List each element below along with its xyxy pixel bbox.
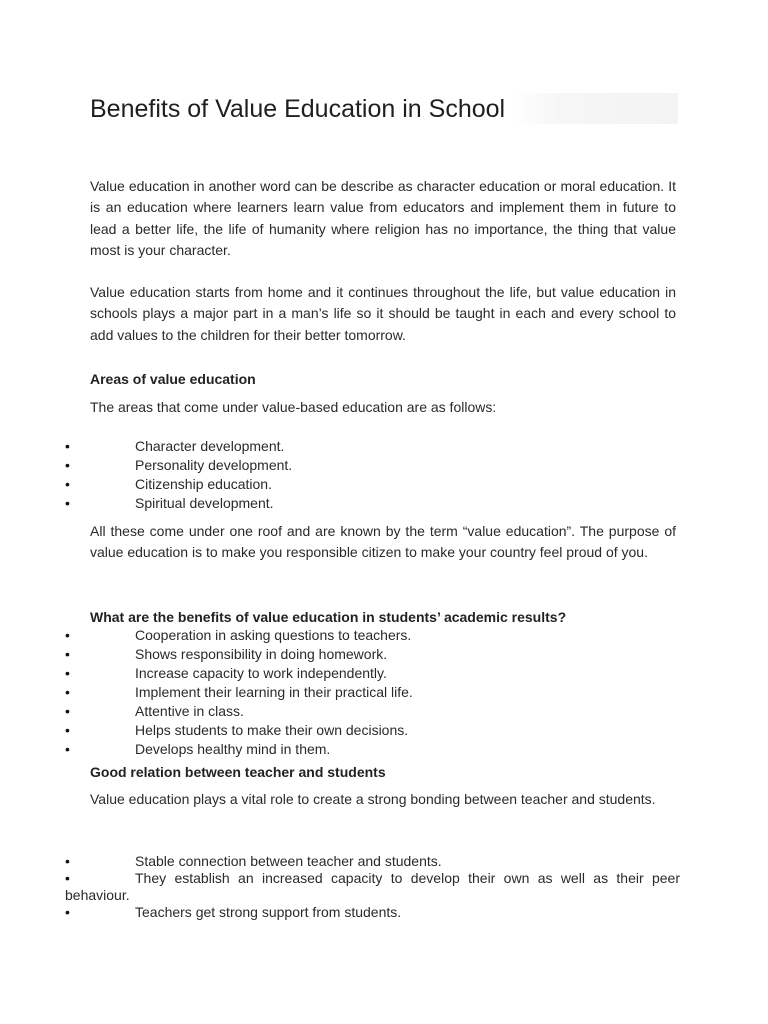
bullet-icon: • (65, 853, 70, 869)
bullet-icon: • (65, 627, 70, 643)
list-item (0, 456, 680, 475)
list-item-text: Teachers get strong support from students. (135, 904, 402, 920)
intro-paragraph-2: Value education starts from home and it continues throughout the life, but value education in schools plays a major part in a man’s life so it should be taught in each and every school to add values to the children for their better tomorrow. (90, 284, 676, 343)
list-item (0, 853, 680, 870)
relation-intro: Value education plays a vital role to create a strong bonding between teacher and students. (90, 791, 656, 807)
list-item-text: Shows responsibility in doing homework. (135, 646, 388, 662)
list-item-text: Citizenship education. (135, 476, 272, 492)
benefits-list (0, 626, 680, 759)
list-item-text: Attentive in class. (135, 703, 244, 719)
title-block (90, 93, 678, 124)
list-item (0, 475, 680, 494)
bullet-icon: • (65, 722, 70, 738)
areas-intro: The areas that come under value-based education are as follows: (90, 399, 497, 415)
list-item-text: Cooperation in asking questions to teachers. (135, 627, 412, 643)
bullet-icon: • (65, 870, 70, 886)
bullet-icon: • (65, 741, 70, 757)
list-item (0, 683, 680, 702)
list-item-text: Spiritual development. (135, 495, 274, 511)
areas-list (0, 437, 680, 513)
list-item-text: Character development. (135, 438, 285, 454)
list-item-text: Personality development. (135, 457, 293, 473)
bullet-icon: • (65, 495, 70, 511)
areas-conclusion: All these come under one roof and are known by the term “value education”. The purpose of value education is to make you responsible citizen to make your country feel proud of you. (90, 523, 676, 561)
list-item-text: Implement their learning in their practical life. (135, 684, 413, 700)
list-item (0, 626, 680, 645)
list-item-text: Helps students to make their own decisions. (135, 722, 409, 738)
areas-heading: Areas of value education (90, 371, 256, 387)
bullet-icon: • (65, 904, 70, 920)
list-item (0, 904, 680, 921)
bullet-icon: • (65, 646, 70, 662)
bullet-icon: • (65, 684, 70, 700)
bullet-icon: • (65, 438, 70, 454)
list-item (0, 740, 680, 759)
page-title: Benefits of Value Education in School (90, 95, 506, 123)
list-item-text: Stable connection between teacher and students. (135, 853, 442, 869)
bullet-icon: • (65, 457, 70, 473)
list-item-text: Increase capacity to work independently. (135, 665, 387, 681)
list-item (0, 721, 680, 740)
list-item (0, 645, 680, 664)
list-item-text: Develops healthy mind in them. (135, 741, 331, 757)
bullet-icon: • (65, 665, 70, 681)
bullet-icon: • (65, 703, 70, 719)
list-item (0, 664, 680, 683)
list-item (0, 437, 680, 456)
benefits-heading: What are the benefits of value education in students’ academic results? (90, 609, 567, 625)
list-item (0, 494, 680, 513)
relation-list (0, 853, 680, 921)
list-item-text: They establish an increased capacity to develop their own as well as their peer behaviour. (65, 870, 680, 903)
list-item (0, 702, 680, 721)
list-item (0, 870, 680, 904)
bullet-icon: • (65, 476, 70, 492)
relation-heading: Good relation between teacher and students (90, 764, 386, 780)
intro-paragraph-1: Value education in another word can be describe as character education or moral education. It is an education where learners learn value from educators and implement them in future to lead a better life, the life of humanity where religion has no importance, the thing that value most is your character. (90, 178, 676, 258)
